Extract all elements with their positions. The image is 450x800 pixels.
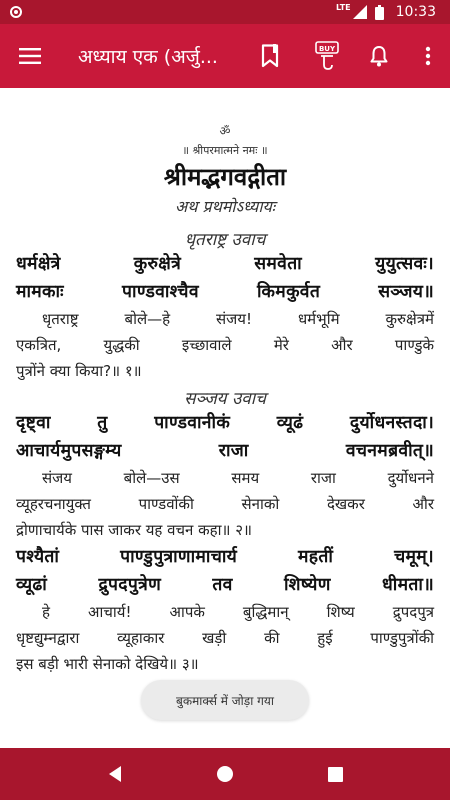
nav-back-button[interactable] xyxy=(95,754,135,794)
toast-message: बुकमार्क्स में जोड़ा गया xyxy=(176,693,274,708)
shloka-line: दृष्ट्वा तु पाण्डवानीकं व्यूढं दुर्योधनस्तदा। xyxy=(16,413,434,433)
nav-home-button[interactable] xyxy=(205,754,245,794)
lte-label: LTE xyxy=(335,2,351,12)
app-bar xyxy=(0,24,450,88)
app-notification-icon xyxy=(10,6,22,18)
nav-recents-button[interactable] xyxy=(315,754,355,794)
speaker-heading: सञ्जय उवाच xyxy=(184,389,266,409)
bookmark-button[interactable] xyxy=(250,24,290,88)
meaning-line: पुत्रोंने क्या किया?॥ १॥ xyxy=(16,362,142,380)
meaning-line: संजय बोले—उस समय राजा दुर्योधनने xyxy=(42,469,434,487)
bell-icon xyxy=(370,45,388,67)
lte-signal-icon xyxy=(353,5,367,19)
shloka-line: आचार्यमुपसङ्गम्य राजा वचनमब्रवीत्॥ xyxy=(16,441,434,461)
shloka-line: पश्यैतां पाण्डुपुत्राणामाचार्य महतीं चमूम्। xyxy=(16,547,434,567)
notifications-button[interactable] xyxy=(359,24,399,88)
app-title: अध्याय एक (अर्जु... xyxy=(78,46,218,68)
back-icon xyxy=(107,765,123,783)
status-time: 10:33 xyxy=(395,4,436,20)
recents-icon xyxy=(328,767,343,782)
meaning-line: धृतराष्ट्र बोले—हे संजय! धर्मभूमि कुरुक्षेत्रमें xyxy=(42,310,434,328)
system-nav-bar xyxy=(0,748,450,800)
om-symbol: ॐ xyxy=(219,124,231,138)
speaker-heading: धृतराष्ट्र उवाच xyxy=(184,230,266,250)
shloka-line: व्यूढां द्रुपदपुत्रेण तव शिष्येण धीमता॥ xyxy=(16,575,434,595)
meaning-line: द्रोणाचार्यके पास जाकर यह वचन कहा॥ २॥ xyxy=(16,521,253,539)
menu-icon xyxy=(19,48,41,64)
meaning-line: धृष्टद्युम्नद्वारा व्यूहाकार खड़ी की हुई पाण्डुपुत्रोंकी xyxy=(16,629,434,647)
more-vert-icon xyxy=(425,46,431,66)
invocation-line: ॥ श्रीपरमात्मने नमः ॥ xyxy=(182,144,268,157)
book-title: श्रीमद्भगवद्गीता xyxy=(163,163,287,191)
meaning-line: हे आचार्य! आपके बुद्धिमान् शिष्य द्रुपदपुत्र xyxy=(42,603,434,621)
chapter-heading: अथ प्रथमोऽध्यायः xyxy=(175,197,275,216)
bookmark-added-toast xyxy=(141,680,309,720)
meaning-line: एकत्रित, युद्धकी इच्छावाले मेरे और पाण्डुके xyxy=(16,336,434,354)
shloka-line: मामकाः पाण्डवाश्चैव किमकुर्वत सञ्जय॥ xyxy=(16,282,434,302)
buy-button[interactable] xyxy=(307,24,347,88)
meaning-line: इस बड़ी भारी सेनाको देखिये॥ ३॥ xyxy=(16,655,199,673)
menu-button[interactable] xyxy=(0,24,60,88)
bookmark-icon xyxy=(261,44,279,68)
more-options-button[interactable] xyxy=(408,24,448,88)
shloka-line: धर्मक्षेत्रे कुरुक्षेत्रे समवेता युयुत्सवः। xyxy=(16,254,434,274)
home-icon xyxy=(216,765,234,783)
buy-label: BUY xyxy=(318,45,336,53)
status-bar xyxy=(0,0,450,24)
battery-icon xyxy=(375,5,384,20)
chapter-text[interactable] xyxy=(0,88,450,748)
meaning-line: व्यूहरचनायुक्त पाण्डवोंकी सेनाको देखकर और xyxy=(16,495,434,513)
buy-icon xyxy=(313,41,341,71)
